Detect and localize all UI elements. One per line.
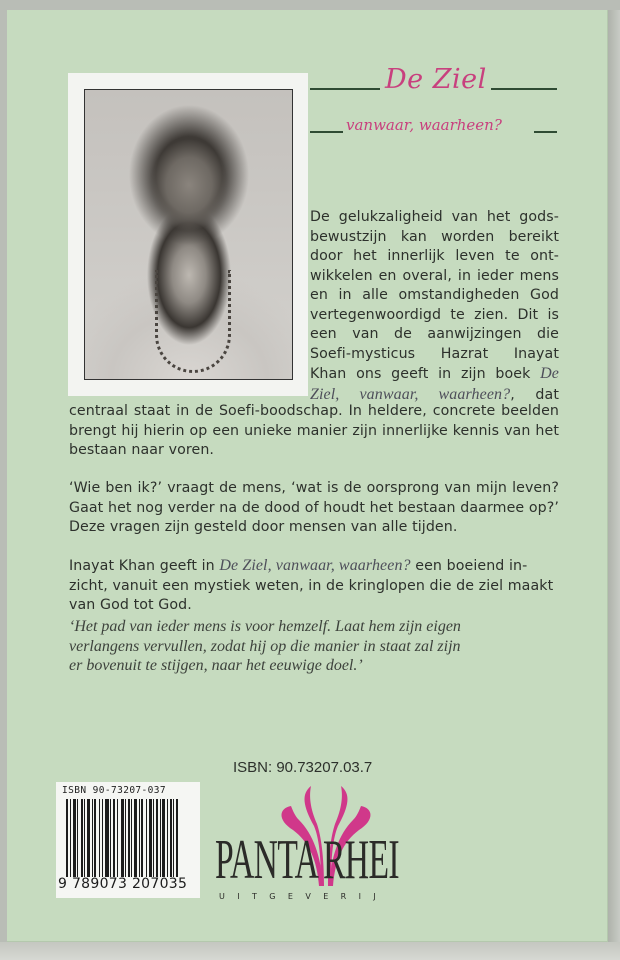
barcode-isbn-text: ISBN 90-73207-037 <box>62 785 167 796</box>
title-rule-left <box>310 88 380 90</box>
blurb-line <box>310 364 559 385</box>
subtitle-rule-right <box>534 131 557 133</box>
subtitle-rule-left <box>310 131 343 133</box>
publisher-logo <box>213 786 423 911</box>
quote-line: verlangens vervullen, zodat hij op die manier in staat zal zijn <box>69 637 461 655</box>
blurb-line: bewustzijn kan worden bereikt <box>310 228 559 245</box>
blurb-text: een boeiend in-zicht, vanuit een mystiek weten, in de kringlopen die de ziel maakt van God tot God. <box>69 558 554 613</box>
book-title-italic: Ziel, vanwaar, waarheen? <box>310 385 511 403</box>
blurb-paragraph-3 <box>69 556 559 616</box>
blurb-line: De gelukzaligheid van het gods- <box>310 209 559 225</box>
blurb-paragraph-1 <box>310 208 559 405</box>
blurb-line: een van de aanwijzingen die <box>310 326 559 342</box>
book-title-italic: De <box>540 365 559 382</box>
publisher-name-left: PANTA <box>215 829 319 891</box>
quote-block <box>69 617 549 676</box>
publisher-subtitle: UITGEVERIJ <box>219 892 389 901</box>
isbn-label: ISBN: 90.73207.03.7 <box>233 759 373 776</box>
blurb-line: en in alle omstandigheden God <box>310 287 559 303</box>
necklace-detail <box>155 270 231 373</box>
blurb-text: Khan ons geeft in zijn boek <box>310 366 531 382</box>
book-subtitle: vanwaar, waarheen? <box>346 116 502 134</box>
title-block <box>310 64 560 144</box>
author-photo-frame <box>68 73 308 396</box>
barcode-number: 9 789073 207035 <box>58 876 188 892</box>
blurb-paragraph-2: ‘Wie ben ik?’ vraagt de mens, ‘wat is de oorsprong van mijn leven? Gaat het nog verder na de dood of houdt het bestaan daarmee op?’ Deze vragen zijn gesteld door mensen van alle tijden. <box>69 480 559 535</box>
barcode-bars <box>66 799 192 877</box>
quote-line: er bovenuit te stijgen, naar het eeuwige doel.’ <box>69 657 363 674</box>
blurb-line: wikkelen en overal, in ieder mens <box>310 267 559 284</box>
quote-line: ‘Het pad van ieder mens is voor hemzelf. Laat hem zijn eigen <box>69 618 461 635</box>
cover-edge-bottom <box>0 942 620 960</box>
blurb-paragraph-1-continued: centraal staat in de Soefi-boodschap. In heldere, concrete beelden brengt hij hierin op een unieke manier zijn innerlijke kennis van het bestaan naar voren. <box>69 403 559 458</box>
blurb-text: Inayat Khan geeft in <box>69 558 220 574</box>
book-title: De Ziel <box>385 64 487 95</box>
barcode <box>56 782 200 898</box>
blurb-line: door het innerlijk leven te ont- <box>310 248 559 264</box>
blurb-line: vertegenwoordigd te zien. Dit is <box>310 306 559 323</box>
book-title-italic: De Ziel, vanwaar, waarheen? <box>219 557 411 574</box>
author-portrait-photo <box>84 89 293 380</box>
title-rule-right <box>491 88 557 90</box>
cover-edge-right <box>608 10 620 960</box>
blurb-line: Soefi-mysticus Hazrat Inayat <box>310 345 559 362</box>
publisher-name-right: RHEI <box>323 829 399 891</box>
blurb-text: , dat <box>510 386 559 403</box>
